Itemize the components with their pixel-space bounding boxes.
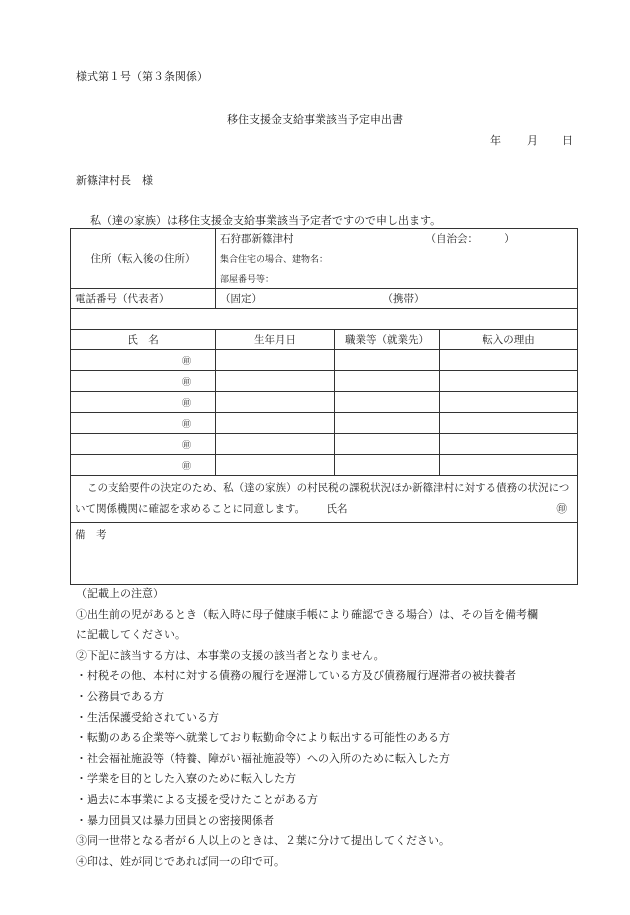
- building-name-field[interactable]: 集合住宅の場合、建物名：: [216, 249, 578, 269]
- addressee: 新篠津村長 様: [76, 174, 153, 187]
- seal-mark: ㊞: [181, 419, 191, 430]
- member-name-cell[interactable]: [71, 392, 216, 413]
- address-label: 住所（転入後の住所）: [71, 229, 216, 289]
- consent-seal: ㊞: [556, 503, 567, 515]
- member-row: [71, 413, 578, 434]
- note-line: ・暴力団員又は暴力団員との密接関係者: [76, 813, 274, 827]
- col-header-occupation: 職業等（就業先）: [335, 330, 440, 350]
- member-birthdate-cell[interactable]: [216, 371, 335, 392]
- note-line: ②下記に該当する方は、本事業の支援の該当者となりません。: [76, 648, 385, 662]
- note-line: ・社会福祉施設等（特養、障がい福祉施設等）への入所のために転入した方: [76, 751, 450, 765]
- member-name-cell[interactable]: [71, 350, 216, 371]
- form-number: 様式第１号（第３条関係）: [76, 70, 208, 83]
- phone-field[interactable]: [216, 289, 578, 309]
- member-row: [71, 455, 578, 476]
- note-line: ・転勤のある企業等へ就業しており転勤命令により転出する可能性のある方: [76, 731, 450, 745]
- member-reason-cell[interactable]: [440, 434, 578, 455]
- phone-mobile-label: （携帯）: [382, 293, 425, 305]
- phone-label: 電話番号（代表者）: [71, 289, 216, 309]
- address-row-1: [71, 229, 578, 249]
- application-form-table: [70, 228, 578, 585]
- member-occupation-cell[interactable]: [335, 350, 440, 371]
- member-name-cell[interactable]: [71, 413, 216, 434]
- member-name-cell[interactable]: [71, 455, 216, 476]
- seal-mark: ㊞: [181, 398, 191, 409]
- note-line: ・村税その他、本村に対する債務の履行を遅滞している方及び債務履行遅滞者の被扶養者: [76, 669, 516, 683]
- remarks-row: [71, 523, 578, 585]
- member-occupation-cell[interactable]: [335, 392, 440, 413]
- declaration-text: 私（達の家族）は移住支援金支給事業該当予定者ですので申し出ます。: [90, 214, 442, 227]
- seal-mark: ㊞: [181, 461, 191, 472]
- note-line: ・公務員である方: [76, 689, 164, 703]
- members-header-row: [71, 330, 578, 350]
- note-line: ・学業を目的とした入寮のために転入した方: [76, 772, 296, 786]
- member-occupation-cell[interactable]: [335, 371, 440, 392]
- date-month-label: 月: [527, 134, 538, 147]
- phone-fixed-label: （固定）: [220, 293, 262, 305]
- member-birthdate-cell[interactable]: [216, 413, 335, 434]
- member-birthdate-cell[interactable]: [216, 392, 335, 413]
- phone-row: [71, 289, 578, 309]
- member-row: [71, 392, 578, 413]
- col-header-name: 氏 名: [71, 330, 216, 350]
- date-year-label: 年: [490, 134, 501, 147]
- member-row: [71, 350, 578, 371]
- seal-mark: ㊞: [181, 377, 191, 388]
- remarks-field[interactable]: [71, 523, 578, 585]
- note-line: ・生活保護受給されている方: [76, 710, 219, 724]
- note-line: ④印は、姓が同じであれば同一の印で可。: [76, 854, 285, 868]
- consent-text: この支給要件の決定のため、私（達の家族）の村民税の課税状況ほか新篠津村に対する債務の状況について関係機関に確認を求めることに同意します。: [75, 482, 570, 515]
- member-name-cell[interactable]: [71, 371, 216, 392]
- member-birthdate-cell[interactable]: [216, 455, 335, 476]
- address-village: 石狩郡新篠津村: [220, 233, 294, 246]
- seal-mark: ㊞: [181, 440, 191, 451]
- blank-cell: [71, 309, 578, 330]
- member-reason-cell[interactable]: [440, 455, 578, 476]
- member-reason-cell[interactable]: [440, 371, 578, 392]
- remarks-label: 備 考: [75, 529, 107, 541]
- note-line: ③同一世帯となる者が６人以上のときは、２葉に分けて提出してください。: [76, 834, 450, 848]
- member-reason-cell[interactable]: [440, 392, 578, 413]
- jichikai-field: （自治会： ）: [425, 233, 515, 246]
- form-title: 移住支援金支給事業該当予定申出書: [227, 113, 403, 126]
- note-line: ・過去に本事業による支援を受けたことがある方: [76, 792, 318, 806]
- member-occupation-cell[interactable]: [335, 413, 440, 434]
- member-occupation-cell[interactable]: [335, 455, 440, 476]
- notes-section: [76, 584, 586, 872]
- notes-heading: （記載上の注意）: [76, 587, 164, 600]
- address-line1[interactable]: [216, 229, 578, 249]
- consent-row: [71, 476, 578, 523]
- date-day-label: 日: [562, 134, 573, 147]
- member-occupation-cell[interactable]: [335, 434, 440, 455]
- member-name-cell[interactable]: [71, 434, 216, 455]
- note-line: ①出生前の児があるとき（転入時に母子健康手帳により確認できる場合）は、その旨を備考欄: [76, 607, 538, 621]
- member-birthdate-cell[interactable]: [216, 434, 335, 455]
- col-header-reason: 転入の理由: [440, 330, 578, 350]
- member-birthdate-cell[interactable]: [216, 350, 335, 371]
- consent-cell: [71, 476, 578, 523]
- blank-row: [71, 309, 578, 330]
- note-line: に記載してください。: [76, 628, 186, 642]
- consent-name-label: 氏名: [326, 503, 348, 515]
- member-row: [71, 371, 578, 392]
- col-header-birthdate: 生年月日: [216, 330, 335, 350]
- member-reason-cell[interactable]: [440, 350, 578, 371]
- seal-mark: ㊞: [181, 356, 191, 367]
- room-number-field[interactable]: 部屋番号等：: [216, 269, 578, 289]
- member-reason-cell[interactable]: [440, 413, 578, 434]
- member-row: [71, 434, 578, 455]
